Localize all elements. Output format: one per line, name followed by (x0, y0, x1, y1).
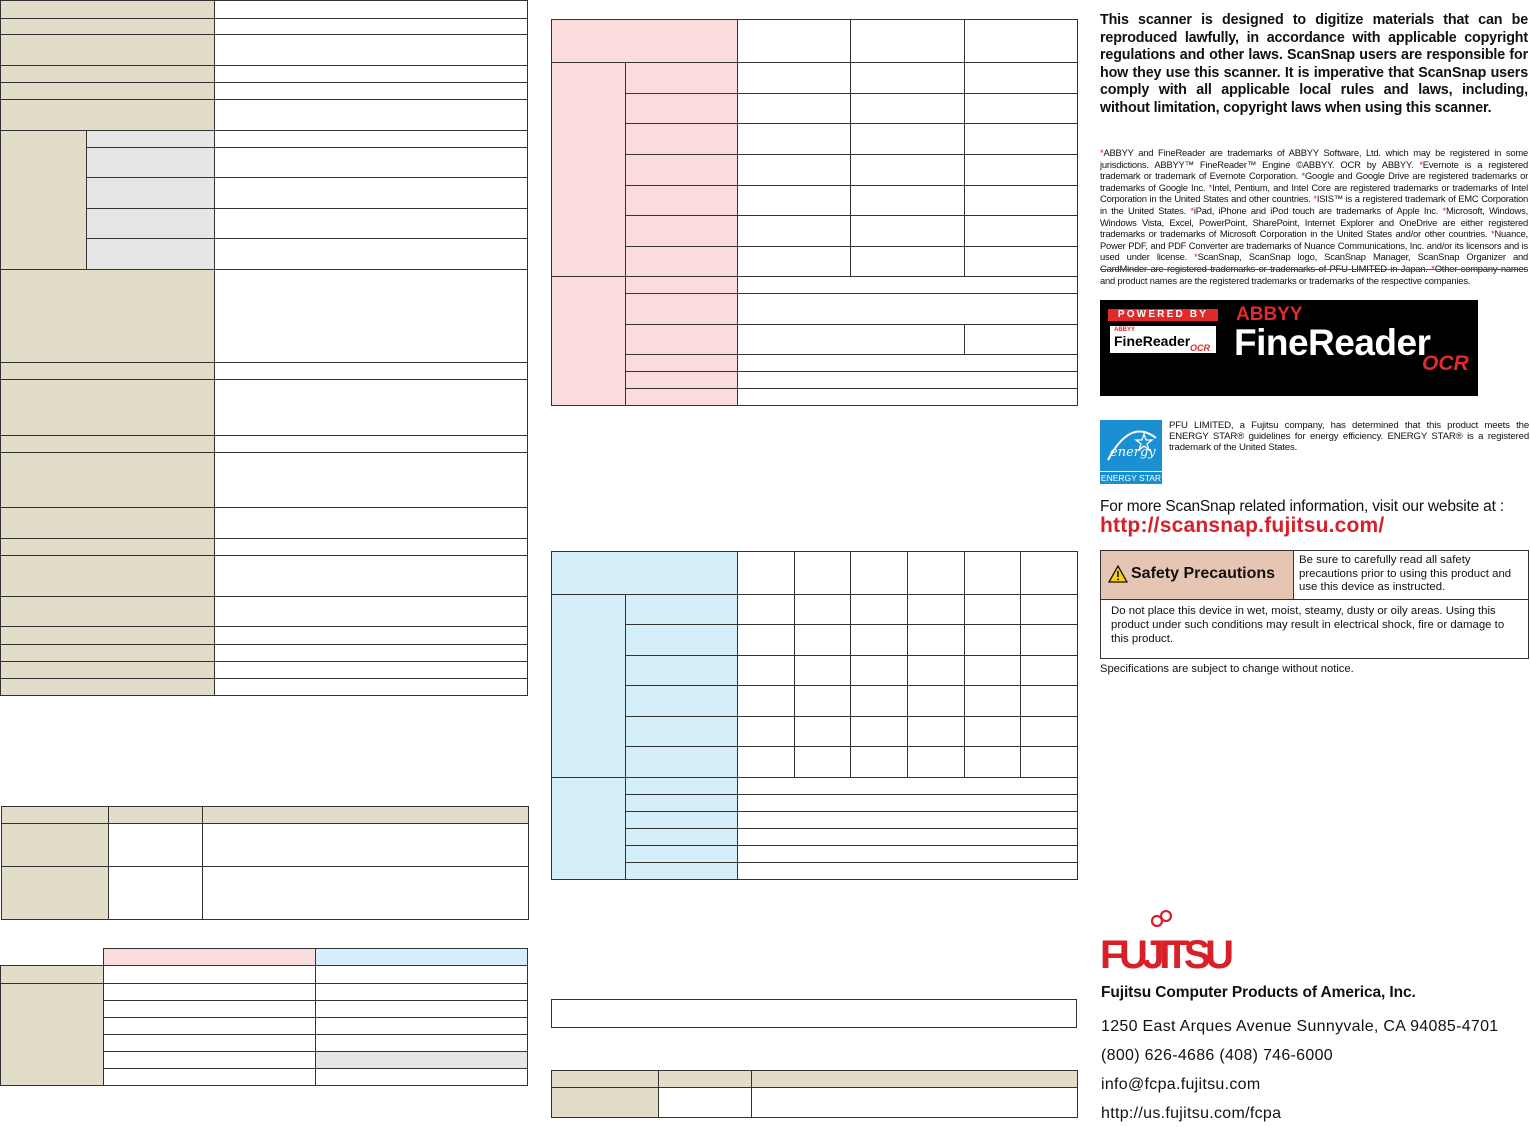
data-cell (795, 747, 851, 778)
sublabel-cell (626, 717, 738, 747)
spec-value-cell (215, 19, 528, 35)
options-table (1, 806, 529, 920)
trademark-item: ISIS™ is a registered trademark of EMC Corporation in the United States. (1100, 193, 1529, 216)
data-cell (851, 247, 965, 277)
header-cell (795, 552, 851, 595)
sublabel-cell (626, 595, 738, 625)
pink-spec-table (551, 19, 1078, 406)
safety-header (1101, 551, 1294, 600)
energy-star-icon (1100, 420, 1162, 472)
data-cell (738, 63, 851, 94)
safety-title: Safety Precautions (1131, 565, 1276, 582)
data-cell (738, 812, 1078, 829)
data-cell (1021, 717, 1078, 747)
spec-value-cell (215, 131, 528, 148)
data-cell (965, 247, 1078, 277)
sublabel-cell (626, 94, 738, 124)
sublabel-cell (626, 846, 738, 863)
data-cell (738, 325, 965, 355)
header-cell (109, 807, 203, 824)
data-cell (795, 625, 851, 656)
trademark-item: ABBYY and FineReader are trademarks of ABBYY Software, Ltd. which may be registered in some jurisdictions. ABBYY™ FineReader™ Engine ©ABBYY. OCR by ABBYY. (1100, 147, 1528, 170)
data-cell (738, 294, 1078, 325)
spec-value-cell (215, 270, 528, 363)
data-cell (851, 124, 965, 155)
data-cell (795, 595, 851, 625)
data-cell (965, 717, 1021, 747)
header-cell (203, 807, 529, 824)
data-cell (316, 966, 528, 984)
row-label-cell (552, 1088, 659, 1118)
trademark-item: Microsoft, Windows, Windows Vista, Excel, PowerPoint, SharePoint, Internet Explorer and OneDrive are either registered trademarks or trademarks of Microsoft Corporation in the United States and/or other countries. (1100, 204, 1529, 240)
data-cell (203, 867, 529, 920)
spec-label-cell (1, 508, 215, 539)
data-cell (738, 846, 1078, 863)
spec-value-cell (215, 597, 528, 627)
data-cell (109, 824, 203, 867)
data-cell (738, 829, 1078, 846)
warning-icon (1108, 565, 1128, 583)
row-label-cell (1, 966, 104, 984)
data-cell (965, 656, 1021, 686)
spec-sublabel-cell (87, 148, 215, 178)
company-name: Fujitsu Computer Products of America, Inc. (1101, 984, 1416, 1001)
data-cell (104, 966, 316, 984)
spec-label-cell (1, 556, 215, 597)
data-cell (738, 656, 795, 686)
sublabel-cell (626, 389, 738, 406)
data-cell (795, 686, 851, 717)
data-cell (965, 686, 1021, 717)
data-cell (104, 1069, 316, 1086)
svg-text:FUJITSU: FUJITSU (1100, 933, 1234, 974)
company-web[interactable]: http://us.fujitsu.com/fcpa (1101, 1105, 1282, 1122)
note-box (551, 999, 1077, 1028)
data-cell (316, 1069, 528, 1086)
spec-value-cell (215, 100, 528, 131)
spec-value-cell (215, 453, 528, 508)
sublabel-cell (626, 155, 738, 186)
data-cell (203, 824, 529, 867)
data-cell (738, 747, 795, 778)
sublabel-cell (626, 795, 738, 812)
spec-label-cell (1, 436, 215, 453)
data-cell (851, 717, 908, 747)
data-cell (738, 717, 795, 747)
spec-label-cell (1, 679, 215, 696)
spec-value-cell (215, 679, 528, 696)
trademark-item: Evernote is a registered trademark or trademark of Evernote Corporation. (1100, 158, 1528, 182)
data-cell (104, 1052, 316, 1069)
header-cell (2, 807, 109, 824)
ocr-small-text: OCR (1190, 343, 1210, 353)
spec-value-cell (215, 1, 528, 19)
trademark-item: Other company names and product names are the registered trademarks or trademarks of the respective companies. (1100, 262, 1529, 286)
spec-value-cell (215, 239, 528, 270)
data-cell (851, 94, 965, 124)
data-cell (659, 1088, 752, 1118)
spec-value-cell (215, 539, 528, 556)
data-cell (965, 94, 1078, 124)
abbyy-big-text: ABBYY (1236, 304, 1303, 325)
header-cell (851, 20, 965, 63)
data-cell (908, 595, 965, 625)
abbyy-small-text: ABBYY (1114, 327, 1136, 333)
spec-value-cell (215, 627, 528, 645)
data-cell (738, 595, 795, 625)
sublabel-cell (626, 747, 738, 778)
group-cell (552, 63, 626, 277)
copyright-notice: This scanner is designed to digitize materials that can be reproduced lawfully, in accordance with applicable copyright regulations and other laws. ScanSnap users are responsible for how they use this scanner. It is imperative that ScanSnap users comply with all applicable local rules and laws, including, without limitation, copyright laws when using this scanner. (1100, 12, 1528, 116)
spec-value-cell (215, 148, 528, 178)
spec-sublabel-cell (87, 209, 215, 239)
data-cell (1021, 656, 1078, 686)
spec-label-cell (1, 1, 215, 19)
trademark-item: Google and Google Drive are registered trademarks or trademarks of Google Inc. (1100, 170, 1529, 193)
header-cell (908, 552, 965, 595)
trademark-item: Nuance, Power PDF, and PDF Converter are trademarks of Nuance Communications, Inc. and/or its licensors and is used under license. (1100, 228, 1528, 263)
header-cell-pink (104, 949, 316, 966)
spec-label-cell (1, 539, 215, 556)
spec-change-notice: Specifications are subject to change without notice. (1100, 663, 1354, 675)
data-cell (851, 186, 965, 216)
ocr-big-text: OCR (1422, 352, 1469, 375)
blank-cell (1, 949, 104, 966)
trademark-item: ScanSnap, ScanSnap logo, ScanSnap Manager, ScanSnap Organizer and CardMinder are registered trademarks or trademarks of PFU LIMITED in Japan. (1100, 251, 1528, 274)
data-cell (738, 686, 795, 717)
header-cell (851, 552, 908, 595)
data-cell (104, 1035, 316, 1052)
data-cell (908, 625, 965, 656)
header-cell (738, 552, 795, 595)
data-cell (908, 717, 965, 747)
spec-value-cell (215, 35, 528, 66)
company-email[interactable]: info@fcpa.fujitsu.com (1101, 1076, 1261, 1093)
header-cell (738, 20, 851, 63)
data-cell (738, 863, 1078, 880)
spec-label-cell (1, 363, 215, 380)
spec-value-cell (215, 66, 528, 83)
trademark-item: iPad, iPhone and iPod touch are trademarks of Apple Inc. (1193, 204, 1439, 216)
spec-value-cell (215, 436, 528, 453)
sublabel-cell (626, 277, 738, 294)
data-cell (1021, 625, 1078, 656)
energy-star-logo (1100, 420, 1162, 484)
data-cell (965, 63, 1078, 94)
sublabel-cell (626, 686, 738, 717)
spec-table-main (0, 0, 528, 696)
spec-label-cell (1, 100, 215, 131)
spec-label-cell (1, 380, 215, 436)
safety-body: Do not place this device in wet, moist, steamy, dusty or oily areas. Using this product under such conditions may result in electrical shock, fire or damage to this product. (1111, 605, 1505, 645)
data-cell (965, 595, 1021, 625)
data-cell (738, 247, 851, 277)
data-cell (965, 625, 1021, 656)
data-cell (908, 656, 965, 686)
data-cell (908, 747, 965, 778)
data-cell (109, 867, 203, 920)
group-cell (552, 778, 626, 880)
data-cell (795, 717, 851, 747)
spec-label-cell (1, 627, 215, 645)
row-label-cell (2, 867, 109, 920)
trademarks-text: *ABBYY and FineReader are trademarks of ABBYY Software, Ltd. which may be registered in some jurisdictions. ABBYY™ FineReader™ Engine ©ABBYY. OCR by ABBYY. *Evernote is a registered trademark or trademark of Evernote Corporation. *Google and Google Drive are registered trademarks or trademarks of Google Inc. *Intel, Pentium, and Intel Core are registered trademarks or trademarks of Intel Corporation in the United States and other countries. *ISIS™ is a registered trademark of EMC Corporation in the United States. *iPad, iPhone and iPod touch are trademarks of Apple Inc. *Microsoft, Windows, Windows Vista, Excel, PowerPoint, SharePoint, Internet Explorer and OneDrive are either registered trademarks or trademarks of Microsoft Corporation in the United States and/or other countries. *Nuance, Power PDF, and PDF Converter are trademarks of Nuance Communications, Inc. and/or its licensors and is used under license. *ScanSnap, ScanSnap logo, ScanSnap Manager, ScanSnap Organizer and CardMinder are registered trademarks or trademarks of PFU LIMITED in Japan. *Other company names and product names are the registered trademarks or trademarks of the respective companies. (1100, 147, 1529, 286)
header-cell (659, 1071, 752, 1088)
divider (1100, 269, 1528, 270)
spec-label-cell (1, 597, 215, 627)
data-cell (738, 216, 851, 247)
data-cell (1021, 595, 1078, 625)
safety-note: Be sure to carefully read all safety precautions prior to using this product and use this device as instructed. (1299, 554, 1512, 593)
data-cell (851, 155, 965, 186)
sublabel-cell (626, 372, 738, 389)
sublabel-cell (626, 355, 738, 372)
data-cell (851, 625, 908, 656)
spec-value-cell (215, 556, 528, 597)
data-cell (965, 186, 1078, 216)
sublabel-cell (626, 625, 738, 656)
fujitsu-logo-icon (1100, 910, 1240, 974)
fujitsu-logo (1100, 910, 1240, 979)
data-cell (851, 216, 965, 247)
abbyy-finereader-logo (1100, 300, 1478, 396)
spec-value-cell (215, 645, 528, 662)
sublabel-cell (626, 863, 738, 880)
data-cell (851, 686, 908, 717)
bottom-table (551, 1070, 1078, 1118)
finereader-small-logo (1108, 324, 1218, 355)
spec-label-cell (1, 66, 215, 83)
cyan-spec-table (551, 551, 1078, 880)
sublabel-cell (626, 186, 738, 216)
data-cell (104, 1001, 316, 1018)
sublabel-cell (626, 812, 738, 829)
data-cell (316, 1018, 528, 1035)
spec-value-cell (215, 178, 528, 209)
group-cell (552, 277, 626, 406)
spec-value-cell (215, 83, 528, 100)
data-cell (795, 656, 851, 686)
data-cell (104, 1018, 316, 1035)
data-cell (738, 155, 851, 186)
data-cell (738, 778, 1078, 795)
data-cell (738, 277, 1078, 294)
safety-box (1100, 550, 1529, 659)
data-cell (851, 595, 908, 625)
data-cell (965, 155, 1078, 186)
spec-label-cell (1, 83, 215, 100)
data-cell (851, 63, 965, 94)
sublabel-cell (626, 63, 738, 94)
row-label-cell (2, 824, 109, 867)
energy-star-text: PFU LIMITED, a Fujitsu company, has determined that this product meets the ENERGY STAR® guidelines for energy efficiency. ENERGY STAR® is a registered trademark of the United States. (1169, 420, 1529, 453)
spec-sublabel-cell (87, 131, 215, 148)
data-cell (851, 656, 908, 686)
data-cell (738, 625, 795, 656)
sublabel-cell (626, 294, 738, 325)
spec-sublabel-cell (87, 239, 215, 270)
data-cell (1021, 686, 1078, 717)
data-cell (738, 795, 1078, 812)
sublabel-cell (626, 656, 738, 686)
data-cell (965, 124, 1078, 155)
sublabel-cell (626, 247, 738, 277)
trademark-item: Intel, Pentium, and Intel Core are registered trademarks or trademarks of Intel Corporation in the United States and other countries. (1100, 181, 1529, 205)
company-address: 1250 East Arques Avenue Sunnyvale, CA 94085-4701 (1101, 1018, 1499, 1035)
data-cell (738, 389, 1078, 406)
spec-group-cell (1, 131, 87, 270)
safety-divider (1294, 599, 1529, 600)
data-cell (316, 984, 528, 1001)
group-cell (552, 595, 626, 778)
data-cell (965, 216, 1078, 247)
spec-value-cell (215, 662, 528, 679)
header-cell (965, 20, 1078, 63)
data-cell (738, 94, 851, 124)
spec-value-cell (215, 209, 528, 239)
data-cell (316, 1035, 528, 1052)
comparison-table (0, 948, 528, 1086)
data-cell (738, 186, 851, 216)
finereader-small-text: FineReader (1114, 333, 1191, 349)
header-cell (965, 552, 1021, 595)
data-cell (965, 747, 1021, 778)
finereader-big-text: FineReader (1234, 322, 1431, 363)
data-cell (1021, 747, 1078, 778)
data-cell (738, 372, 1078, 389)
data-cell (965, 325, 1078, 355)
spec-label-cell (1, 453, 215, 508)
data-cell (908, 686, 965, 717)
header-cell (552, 20, 738, 63)
header-cell (552, 1071, 659, 1088)
sublabel-cell (626, 124, 738, 155)
data-cell (738, 124, 851, 155)
header-cell (1021, 552, 1078, 595)
spec-label-cell (1, 270, 215, 363)
energy-star-label: ENERGY STAR (1100, 473, 1162, 483)
website-link[interactable]: http://scansnap.fujitsu.com/ (1100, 514, 1385, 537)
spec-value-cell (215, 508, 528, 539)
website-intro: For more ScanSnap related information, visit our website at : (1100, 498, 1504, 515)
spec-label-cell (1, 35, 215, 66)
data-cell (851, 747, 908, 778)
spec-value-cell (215, 363, 528, 380)
spec-label-cell (1, 662, 215, 679)
row-group-cell (1, 984, 104, 1086)
sublabel-cell (626, 778, 738, 795)
spec-label-cell (1, 19, 215, 35)
header-cell (552, 552, 738, 595)
data-cell (738, 355, 1078, 372)
data-cell (104, 984, 316, 1001)
svg-text:energy: energy (1110, 445, 1156, 460)
header-cell (752, 1071, 1078, 1088)
sublabel-cell (626, 216, 738, 247)
data-cell (316, 1001, 528, 1018)
spec-value-cell (215, 380, 528, 436)
company-phone: (800) 626-4686 (408) 746-6000 (1101, 1047, 1333, 1064)
sublabel-cell (626, 325, 738, 355)
powered-by-label: POWERED BY (1108, 309, 1218, 321)
header-cell-cyan (316, 949, 528, 966)
spec-sublabel-cell (87, 178, 215, 209)
data-cell (752, 1088, 1078, 1118)
data-cell (316, 1052, 528, 1069)
spec-label-cell (1, 645, 215, 662)
sublabel-cell (626, 829, 738, 846)
